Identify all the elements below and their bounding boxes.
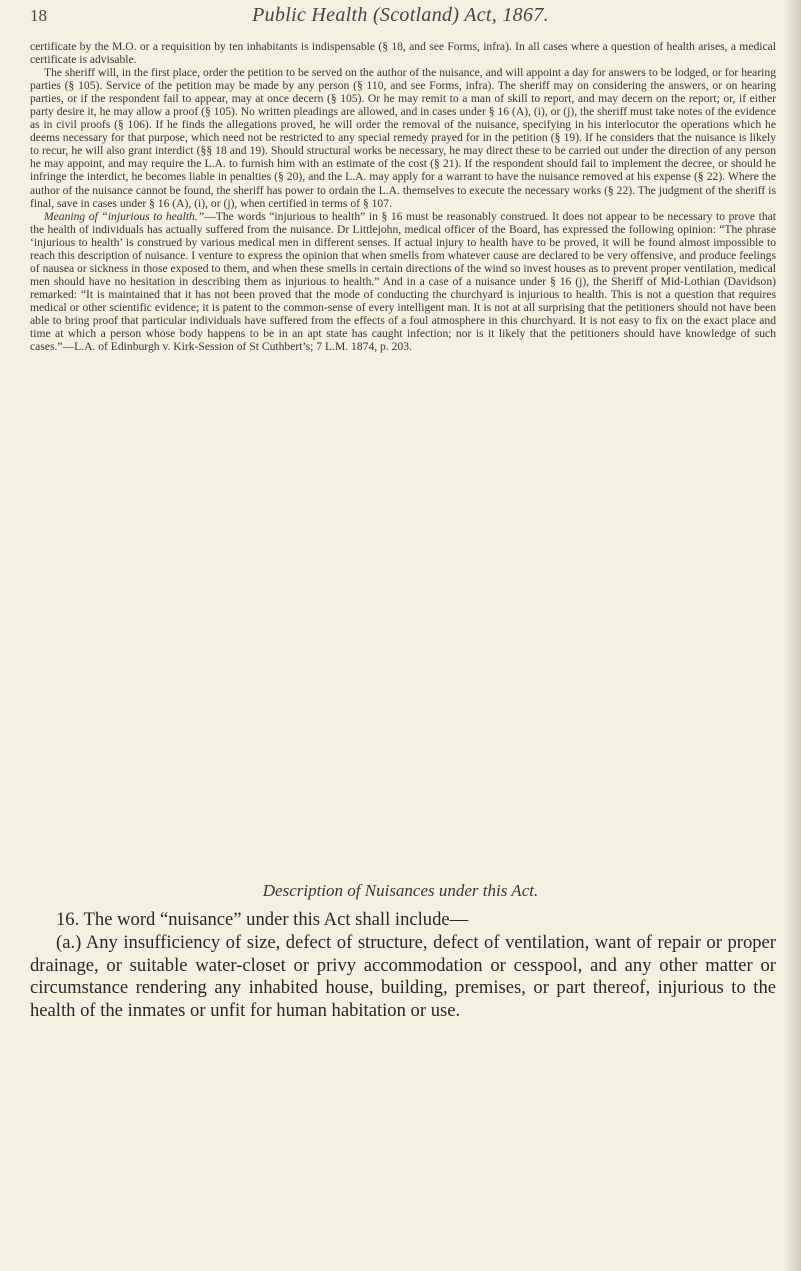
- section-caption: Description of Nuisances under this Act.: [262, 881, 539, 900]
- commentary-block: [30, 40, 776, 353]
- page-header: [0, 4, 801, 30]
- section-16: [30, 909, 776, 1023]
- running-title: Public Health (Scotland) Act, 1867.: [252, 4, 549, 26]
- section-16-lead: 16. The word “nuisance” under this Act shall include—: [56, 909, 469, 930]
- page-edge-shadow: [783, 0, 801, 1271]
- commentary-paragraph: certificate by the M.O. or a requisition by ten inhabitants is indispensable (§ 18, and see Forms, infra). In all cases where a question of health arises, a medical certificate is advisable.: [30, 40, 776, 67]
- commentary-paragraph: The sheriff will, in the first place, order the petition to be served on the author of the nuisance, and will appoint a day for answers to be lodged, or for hearing parties (§ 105). Service of the petition may be made by any person (§ 110, and see Forms, infra). The sheriff may on considering the answers, or on hearing parties, or if the respondent fail to appear, may at once decern (§ 105). Or he may remit to a man of skill to report, and may decern on the report; or, if either party desire it, he may allow a proof (§ 105). No written pleadings are allowed, and in cases under § 16 (A), (i), or (j), the sheriff must take notes of the evidence as in civil proofs (§ 106). If he finds the allegations proved, he will order the removal of the nuisance, specifying in his interlocutor the operations which he deems necessary for that purpose, which need not be restricted to any special remedy prayed for in the petition (§ 19). If he considers that the nuisance is likely to recur, he will also grant interdict (§§ 18 and 19). Should structural works be necessary, he may direct these to be carried out under the direction of any person he may appoint, and may require the L.A. to furnish him with an estimate of the cost (§ 21). If the respondent should fail to implement the decree, or should he infringe the interdict, he becomes liable in penalties (§ 20), and the L.A. may apply for a warrant to have the nuisance removed at his expense (§ 22). Where the author of the nuisance cannot be found, the sheriff has power to ordain the L.A. themselves to execute the necessary works (§ 22). The judgment of the sheriff is final, save in cases under § 16 (A), (i), or (j), when certified in terms of § 107.: [30, 66, 776, 210]
- commentary-paragraph-injurious: [30, 210, 776, 354]
- section-16-clause-a: (a.) Any insufficiency of size, defect of structure, defect of ventilation, want of repair or proper drainage, or suitable water-closet or privy accommodation or cesspool, and any other matter or circumstance rendering any inhabited house, building, premises, or part thereof, injurious to the health of the inmates or unfit for human habitation or use.: [30, 931, 776, 1022]
- injurious-body: —The words “injurious to health” in § 16 must be reasonably construed. It does not appear to be necessary to prove that the health of individuals has actually suffered from the nuisance. Dr Littlejohn, medical officer of the Board, has expressed the following opinion: “The phrase ‘injurious to health’ is construed by various medical men in different senses. If actual injury to health have to be proved, it will be found almost impossible to reach this description of nuisance. I venture to express the opinion that when smells from whatever cause are declared to be very offensive, and produce feelings of nausea or sickness in those exposed to them, and when these smells in certain directions of the wind so invest houses as to prevent proper ventilation, medical men should have no hesitation in describing them as injurious to health.” And in a case of a nuisance under § 16 (j), the Sheriff of Mid-Lothian (Davidson) remarked: “It is maintained that it has not been proved that the mode of conducting the churchyard is injurious to health. This is not a question that requires medical or other scientific evidence; it is patent to the common-sense of every intelligent man. It is not at all surprising that the petitioners should not have been able to bring proof that particular individuals have suffered from the effects of a foul atmosphere in this churchyard. It is not easy to fix on the exact place and time at which a person whose body happens to be in an apt state has caught infection; nor is it likely that the petitioners should have knowledge of such cases.”—L.A. of Edinburgh v. Kirk-Session of St Cuthbert’s; 7 L.M. 1874, p. 203.: [30, 209, 776, 354]
- page-number: 18: [30, 6, 47, 25]
- injurious-heading: Meaning of “injurious to health.”: [44, 209, 205, 223]
